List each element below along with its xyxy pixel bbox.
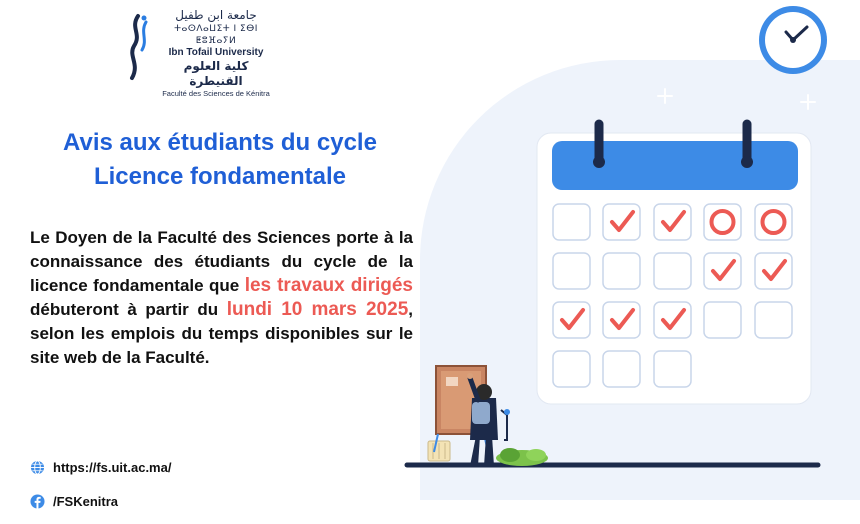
bush-icon <box>496 448 548 466</box>
calendar-ring <box>741 124 753 168</box>
facebook-handle: /FSKenitra <box>53 493 119 509</box>
calendar-day <box>553 253 590 289</box>
body-text-3: , selon les emplois du temps disponibles sur le site web de la Faculté. <box>30 300 413 367</box>
calendar-day <box>654 351 691 387</box>
clock-icon <box>759 6 827 74</box>
calendar-day <box>755 253 792 289</box>
calendar-day <box>603 204 640 240</box>
calendar-day <box>553 204 590 240</box>
calendar-header <box>552 141 798 190</box>
calendar-day <box>553 351 590 387</box>
radiator-icon <box>428 441 450 461</box>
calendar-day <box>603 302 640 338</box>
body-text-1: Le Doyen de la Faculté des Sciences porte à la connaissance des étudiants du cycle de la licence fondamentale que <box>30 228 413 295</box>
calendar-day <box>704 253 741 289</box>
sparkle-icon <box>658 89 815 109</box>
highlight-travaux-diriges: les travaux dirigés <box>244 275 413 296</box>
calendar-day <box>553 302 590 338</box>
calendar-day <box>654 302 691 338</box>
calendar-day <box>654 204 691 240</box>
website-url: https://fs.uit.ac.ma/ <box>53 459 172 475</box>
calendar-day <box>654 253 691 289</box>
title-line-1: Avis aux étudiants du cycle <box>63 129 377 156</box>
calendar-day <box>755 302 792 338</box>
title-line-2: Licence fondamentale <box>93 163 347 190</box>
logo-tifinagh-name: ⵜⴰⵙⴷⴰⵡⵉⵜ ⵏ ⵉⴱⵏ ⵟⵓⴼⴰⵢⵍ <box>174 24 258 46</box>
calendar-day <box>603 351 640 387</box>
logo-faculty-arabic: كلية العلوم القنيطرة <box>183 59 249 88</box>
body-text-2: débuteront à partir du <box>30 300 227 319</box>
calendar-day <box>704 302 741 338</box>
logo-faculty-french: Faculté des Sciences de Kénitra <box>162 89 270 98</box>
calendar-ring <box>593 124 605 168</box>
calendar-day <box>603 253 640 289</box>
logo-arabic-name: جامعة ابن طفيل <box>175 8 257 22</box>
highlight-start-date: lundi 10 mars 2025 <box>226 299 409 320</box>
logo-english-name: Ibn Tofail University <box>168 47 264 58</box>
